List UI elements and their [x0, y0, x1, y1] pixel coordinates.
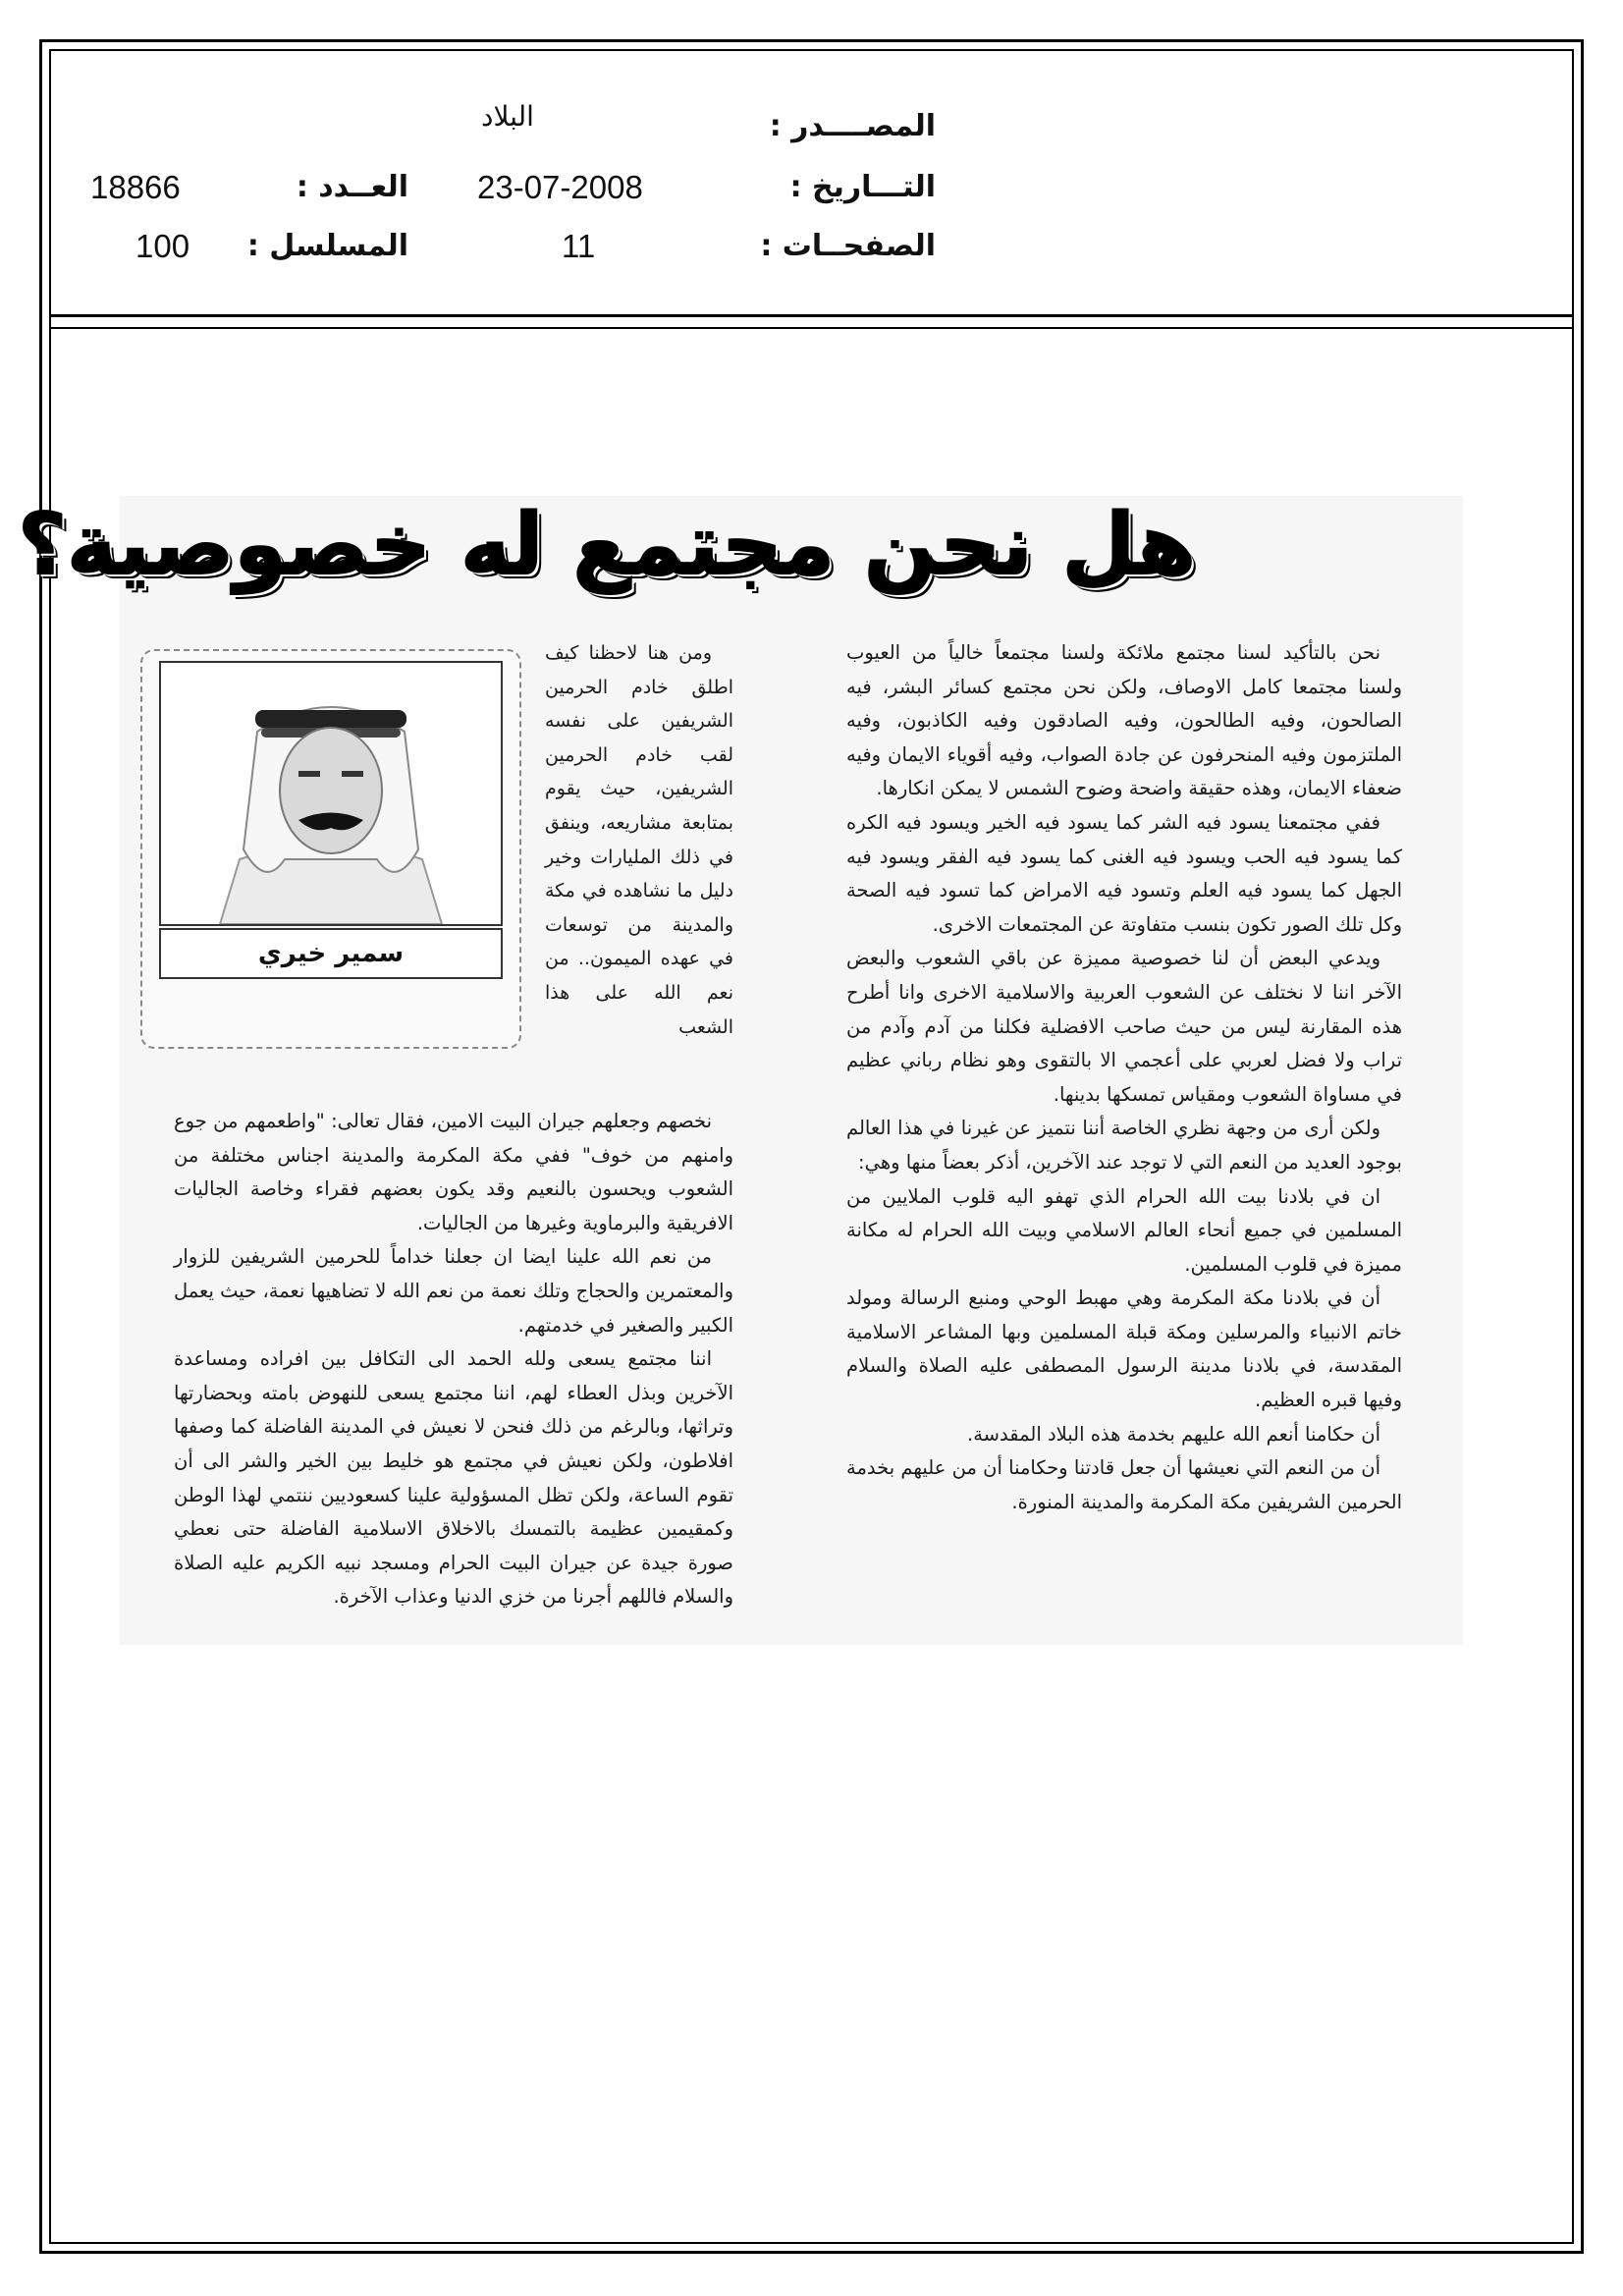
article-column-right [846, 636, 1402, 1519]
article-column-left [174, 1105, 733, 1614]
author-portrait-icon [161, 663, 501, 924]
paragraph: نحن بالتأكيد لسنا مجتمع ملائكة ولسنا مجتمعاً خالياً من العيوب ولسنا مجتمعا كامل الاوصاف، ولكن نحن مجتمع كسائر البشر، فيه الصالحون، وفيه الطالحون، وفيه الصادقون وفيه الكاذبون، وفيه الملتزمون وفيه المنحرفون عن جادة الصواب، وفيه أقوياء الايمان وفيه ضعفاء الايمان، وهذه حقيقة واضحة وضوح الشمس لا يمكن انكارها. [846, 641, 1402, 800]
header-divider [49, 314, 1574, 317]
issue-label: العــدد : [296, 170, 408, 204]
header-divider-secondary [49, 327, 1574, 329]
paragraph: أن حكامنا أنعم الله عليهم بخدمة هذه البلاد المقدسة. [967, 1422, 1380, 1446]
article-column-narrow [545, 636, 733, 1044]
source-label: المصــــدر : [769, 109, 936, 143]
paragraph: ويدعي البعض أن لنا خصوصية مميزة عن باقي الشعوب والبعض الآخر اننا لا نختلف عن الشعوب العربية والاسلامية الاخرى وانا أطرح هذه المقارنة ليس من حيث صاحب الافضلية فكلنا من آدم وآدم من تراب ولا فضل لعربي على أعجمي الا بالتقوى وهو نظام رباني عظيم في مساواة الشعوب ومقياس تمسكها بدينها. [846, 947, 1402, 1106]
paragraph: من نعم الله علينا ايضا ان جعلنا خداماً للحرمين الشريفين للزوار والمعتمرين والحجاج وتلك نعمة من نعم الله لا تضاهيها نعمة، حيث يعمل الكبير والصغير في خدمتهم. [174, 1245, 733, 1337]
source-value: البلاد [481, 100, 534, 133]
issue-value: 18866 [90, 169, 181, 205]
paragraph: ففي مجتمعنا يسود فيه الشر كما يسود فيه الخير ويسود فيه الكره كما يسود فيه الحب ويسود فيه الغنى كما يسود فيه الفقر ويسود فيه الجهل كما يسود فيه العلم وتسود فيه الامراض كما تسود فيه الصحة وكل تلك الصور تكون بنسب متفاوتة عن المجتمعات الاخرى. [846, 810, 1402, 936]
author-name: سمير خيري [257, 939, 405, 968]
pages-label: الصفحــات : [760, 229, 936, 263]
paragraph: ان في بلادنا بيت الله الحرام الذي تهفو اليه قلوب الملايين من المسلمين في جميع أنحاء العالم الاسلامي وبيت الله الحرام له مكانة مميزة في قلوب المسلمين. [846, 1184, 1402, 1276]
author-photo [159, 661, 503, 926]
article-headline: هل نحن مجتمع له خصوصية؟ [18, 496, 1196, 594]
paragraph: أن من النعم التي نعيشها أن جعل قادتنا وحكامنا أن من عليهم بخدمة الحرمين الشريفين مكة المكرمة والمدينة المنورة. [846, 1456, 1402, 1513]
paragraph: اننا مجتمع يسعى ولله الحمد الى التكافل بين افراده ومساعدة الآخرين وبذل العطاء لهم، اننا مجتمع يسعى للنهوض بامته وبحضارتها وتراثها، وبالرغم من ذلك فنحن لا نعيش في المدينة الفاضلة كما وصفها افلاطون، ولكن نعيش في مجتمع هو خليط بين الخير والشر الى أن تقوم الساعة، ولكن تظل المسؤولية علينا كسعوديين ننتمي لهذا الوطن وكمقيمين عظيمة بالتمسك بالاخلاق الاسلامية الفاضلة حتى نعطي صورة جيدة عن جيران البيت الحرام ومسجد نبيه الكريم عليه الصلاة والسلام فاللهم أجرنا من خزي الدنيا وعذاب الآخرة. [174, 1347, 733, 1609]
date-label: التـــاريخ : [789, 170, 936, 204]
date-value: 23-07-2008 [477, 169, 643, 205]
paragraph: ومن هنا لاحظنا كيف اطلق خادم الحرمين الشريفين على نفسه لقب خادم الحرمين الشريفين، حيث يقوم بمتابعة مشاريعه، وينفق في ذلك المليارات وخير دليل ما نشاهده في مكة والمدينة من توسعات في عهده الميمون.. من نعم الله على هذا الشعب [545, 642, 733, 1038]
paragraph: نخصهم وجعلهم جيران البيت الامين، فقال تعالى: "واطعمهم من جوع وامنهم من خوف" ففي مكة المكرمة والمدينة اجناس مختلفة من الشعوب ويحسون بالنعيم وقد يكون بعضهم فقراء وخاصة الجاليات الافريقية والبرماوية وغيرها من الجاليات. [174, 1110, 733, 1234]
paragraph: أن في بلادنا مكة المكرمة وهي مهبط الوحي ومنبع الرسالة ومولد خاتم الانبياء والمرسلين ومكة قبلة المسلمين وبها المشاعر الاسلامية المقدسة، في بلادنا مدينة الرسول المصطفى عليه الصلاة والسلام وفيها قبره العظيم. [846, 1286, 1402, 1412]
serial-value: 100 [135, 228, 190, 264]
paragraph: ولكن أرى من وجهة نظري الخاصة أننا نتميز عن غيرنا في هذا العالم بوجود العديد من النعم التي لا توجد عند الآخرين، أذكر بعضاً منها وهي: [846, 1117, 1402, 1174]
serial-label: المسلسل : [246, 229, 408, 263]
pages-value: 11 [562, 228, 596, 264]
